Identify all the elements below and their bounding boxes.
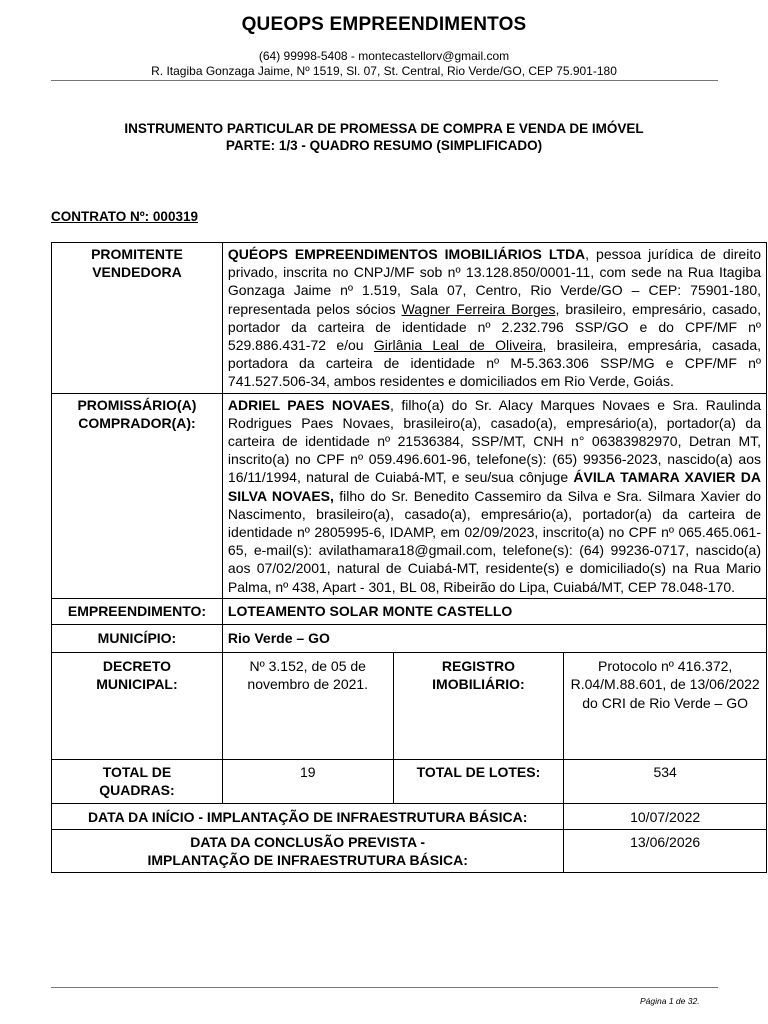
decree-registry-row (52, 653, 767, 760)
development-row (52, 598, 767, 624)
document-title-line2: PARTE: 1/3 - QUADRO RESUMO (SIMPLIFICADO) (225, 138, 543, 153)
decree-label (52, 653, 223, 760)
seller-row (52, 243, 767, 394)
seller-label (52, 243, 223, 394)
buyer-details (222, 393, 766, 598)
buyer-row (52, 393, 767, 598)
buyer-text2: filho do Sr. Benedito Cassemiro da Silva e Sra. Silmara Xavier do Nascimento, brasileiro(a), casado(a), empresário(a), portador(a) da carteira de identidade nº 2805995-6, IDAMP, em 02/09/2023, inscrito(a) no CPF nº 065.465.061-65, e-mail(s): avilathamara18@gmail.com, telefone(s): (64) 99236-0717, nascido(a) aos 07/02/2001, natural de Cuiabá-MT, residente(s) e domiciliado(s) na Rua Mario Palma, nº 438, Apart - 301, BL 08, Ribeirão do Lipa, Cuiabá/MT, CEP 78.048-170. (227, 487, 761, 595)
footer-divider (51, 987, 718, 988)
buyer-label (52, 393, 223, 598)
end-date-row (52, 829, 767, 872)
seller-name: QUÉOPS EMPREENDIMENTOS IMOBILIÁRIOS LTDA (227, 246, 586, 262)
municipality-row (52, 625, 767, 653)
summary-table (51, 242, 767, 873)
document-title-line1: INSTRUMENTO PARTICULAR DE PROMESSA DE COMPRA E VENDA DE IMÓVEL (124, 121, 644, 136)
page-number: Página 1 de 32. (640, 996, 700, 1006)
lots-value: 534 (564, 760, 767, 803)
contact-address: R. Itagiba Gonzaga Jaime, Nº 1519, Sl. 07, St. Central, Rio Verde/GO, CEP 75.901-180 (151, 64, 617, 78)
start-date-value: 10/07/2022 (564, 803, 767, 829)
buyer-name1: ADRIEL PAES NOVAES (227, 396, 390, 413)
development-label: EMPREENDIMENTO: (52, 598, 223, 624)
registry-label-line1: REGISTRO (441, 658, 515, 675)
seller-label-line1: PROMITENTE (91, 246, 183, 262)
blocks-label-line2: QUADRAS: (99, 782, 175, 799)
lots-label: TOTAL DE LOTES: (393, 760, 564, 803)
company-contact (0, 49, 768, 79)
seller-text3: , brasileira, empresária, casada, portadora da carteira de identidade nº M-5.363.306 SSP/MG e CPF/MF nº 741.527.506-34, ambos residentes e domiciliados em Rio Verde, Goiás. (227, 337, 761, 390)
decree-value: Nº 3.152, de 05 de novembro de 2021. (222, 653, 393, 760)
municipality-value: Rio Verde – GO (222, 625, 766, 653)
document-title (0, 120, 768, 154)
seller-label-line2: VENDEDORA (92, 264, 182, 281)
blocks-label (52, 760, 223, 803)
blocks-label-line1: TOTAL DE (102, 764, 172, 781)
start-date-row (52, 803, 767, 829)
buyer-label-line2: COMPRADOR(A): (78, 414, 196, 431)
seller-details (222, 243, 766, 394)
decree-label-line2: MUNICIPAL: (96, 676, 178, 693)
buyer-text1: , filho(a) do Sr. Alacy Marques Novaes e Sra. Raulinda Rodrigues Paes Novaes, brasileiro(a), casado(a), empresário(a), portador(a) da carteira de identidade nº 21536384, SSP/MT, CNH n° 06383982970, Detran MT, inscrito(a) no CPF nº 059.496.601-96, telefone(s): (65) 99356-2023, nascido(a) aos 16/11/1994, natural de Cuiabá-MT, e seu/sua cônjuge (227, 396, 761, 486)
municipality-label: MUNICÍPIO: (52, 625, 223, 653)
registry-label (393, 653, 564, 760)
company-name: QUEOPS EMPREENDIMENTOS (241, 14, 527, 35)
registry-value: Protocolo nº 416.372, R.04/M.88.601, de 13/06/2022 do CRI de Rio Verde – GO (564, 653, 767, 760)
start-date-label: DATA DA INÍCIO - IMPLANTAÇÃO DE INFRAESTRUTURA BÁSICA: (52, 803, 564, 829)
development-value: LOTEAMENTO SOLAR MONTE CASTELLO (222, 598, 766, 624)
buyer-name2: ÁVILA TAMARA XAVIER DA SILVA NOVAES, (227, 469, 761, 504)
seller-partner2: Girlânia Leal de Oliveira (373, 337, 543, 354)
seller-text1: , pessoa jurídica de direito privado, inscrita no CNPJ/MF sob nº 13.128.850/0001-11, com sede na Rua Itagiba Gonzaga Jaime nº 1.519, Sala 07, Centro, Rio Verde/GO – CEP: 75901-180, representada pelos sócios (227, 246, 761, 317)
registry-label-line2: IMOBILIÁRIO: (432, 676, 525, 693)
contact-phone-email: (64) 99998-5408 - montecastellorv@gmail.com (258, 49, 510, 63)
contract-number: CONTRATO Nº: 000319 (51, 209, 198, 224)
blocks-lots-row (52, 760, 767, 803)
seller-text2: , brasileiro, empresário, casado, portador da carteira de identidade nº 2.232.796 SSP/GO e do CPF/MF nº 529.886.431-72 e/ou (227, 300, 762, 354)
end-date-value: 13/06/2026 (564, 829, 767, 872)
end-date-label: DATA DA CONCLUSÃO PREVISTA - IMPLANTAÇÃO DE INFRAESTRUTURA BÁSICA: (52, 829, 564, 872)
seller-partner1: Wagner Ferreira Borges (401, 300, 556, 317)
blocks-value: 19 (222, 760, 393, 803)
buyer-label-line1: PROMISSÁRIO(A) (77, 396, 197, 413)
header-divider (51, 80, 718, 81)
decree-label-line1: DECRETO (102, 658, 172, 675)
